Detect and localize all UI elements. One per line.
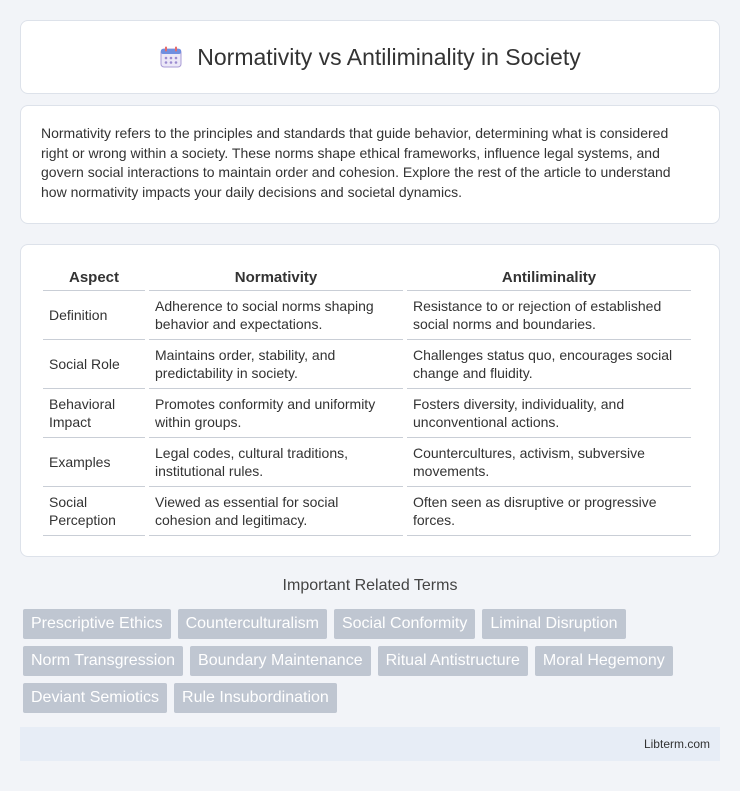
related-terms-heading: Important Related Terms bbox=[282, 577, 458, 594]
table-cell-antiliminality: Fosters diversity, individuality, and unconventional actions. bbox=[407, 389, 691, 438]
related-term-tag[interactable]: Boundary Maintenance bbox=[190, 646, 371, 676]
table-cell-aspect: Social Role bbox=[43, 340, 145, 389]
calendar-icon bbox=[159, 45, 183, 69]
related-term-tag[interactable]: Liminal Disruption bbox=[482, 609, 625, 639]
related-term-tag[interactable]: Ritual Antistructure bbox=[378, 646, 528, 676]
comparison-card bbox=[20, 244, 720, 557]
related-term-tag[interactable]: Moral Hegemony bbox=[535, 646, 673, 676]
table-cell-aspect: Examples bbox=[43, 438, 145, 487]
table-cell-antiliminality: Challenges status quo, encourages social change and fluidity. bbox=[407, 340, 691, 389]
table-row bbox=[43, 389, 691, 438]
table-cell-antiliminality: Resistance to or rejection of established social norms and boundaries. bbox=[407, 291, 691, 340]
footer-site-link[interactable]: Libterm.com bbox=[643, 737, 710, 751]
related-term-tag[interactable]: Rule Insubordination bbox=[174, 683, 337, 713]
column-header-antiliminality: Antiliminality bbox=[407, 265, 691, 291]
table-cell-normativity: Maintains order, stability, and predictability in society. bbox=[149, 340, 403, 389]
table-row bbox=[43, 487, 691, 536]
header-card bbox=[20, 20, 720, 94]
column-header-aspect: Aspect bbox=[43, 265, 145, 291]
related-term-tag[interactable]: Norm Transgression bbox=[23, 646, 183, 676]
table-cell-normativity: Viewed as essential for social cohesion and legitimacy. bbox=[149, 487, 403, 536]
page-title: Normativity vs Antiliminality in Society bbox=[197, 43, 581, 70]
table-cell-normativity: Adherence to social norms shaping behavior and expectations. bbox=[149, 291, 403, 340]
table-row bbox=[43, 291, 691, 340]
column-header-normativity: Normativity bbox=[149, 265, 403, 291]
related-terms-list bbox=[23, 609, 703, 713]
footer bbox=[20, 727, 720, 761]
table-cell-aspect: Social Perception bbox=[43, 487, 145, 536]
related-term-tag[interactable]: Prescriptive Ethics bbox=[23, 609, 171, 639]
table-cell-aspect: Behavioral Impact bbox=[43, 389, 145, 438]
intro-card bbox=[20, 105, 720, 224]
table-cell-antiliminality: Often seen as disruptive or progressive forces. bbox=[407, 487, 691, 536]
table-header-row bbox=[43, 265, 691, 291]
related-term-tag[interactable]: Deviant Semiotics bbox=[23, 683, 167, 713]
table-cell-aspect: Definition bbox=[43, 291, 145, 340]
related-term-tag[interactable]: Counterculturalism bbox=[178, 609, 327, 639]
table-cell-normativity: Promotes conformity and uniformity within groups. bbox=[149, 389, 403, 438]
comparison-table bbox=[39, 265, 695, 536]
table-row bbox=[43, 340, 691, 389]
intro-text: Normativity refers to the principles and standards that guide behavior, determining what is considered right or wrong within a society. These norms shape ethical frameworks, influence legal systems, and govern social interactions to maintain order and cohesion. Explore the rest of the article to understand how normativity impacts your daily decisions and societal dynamics. bbox=[41, 125, 671, 200]
table-cell-normativity: Legal codes, cultural traditions, institutional rules. bbox=[149, 438, 403, 487]
related-term-tag[interactable]: Social Conformity bbox=[334, 609, 475, 639]
table-cell-antiliminality: Countercultures, activism, subversive movements. bbox=[407, 438, 691, 487]
table-row bbox=[43, 438, 691, 487]
